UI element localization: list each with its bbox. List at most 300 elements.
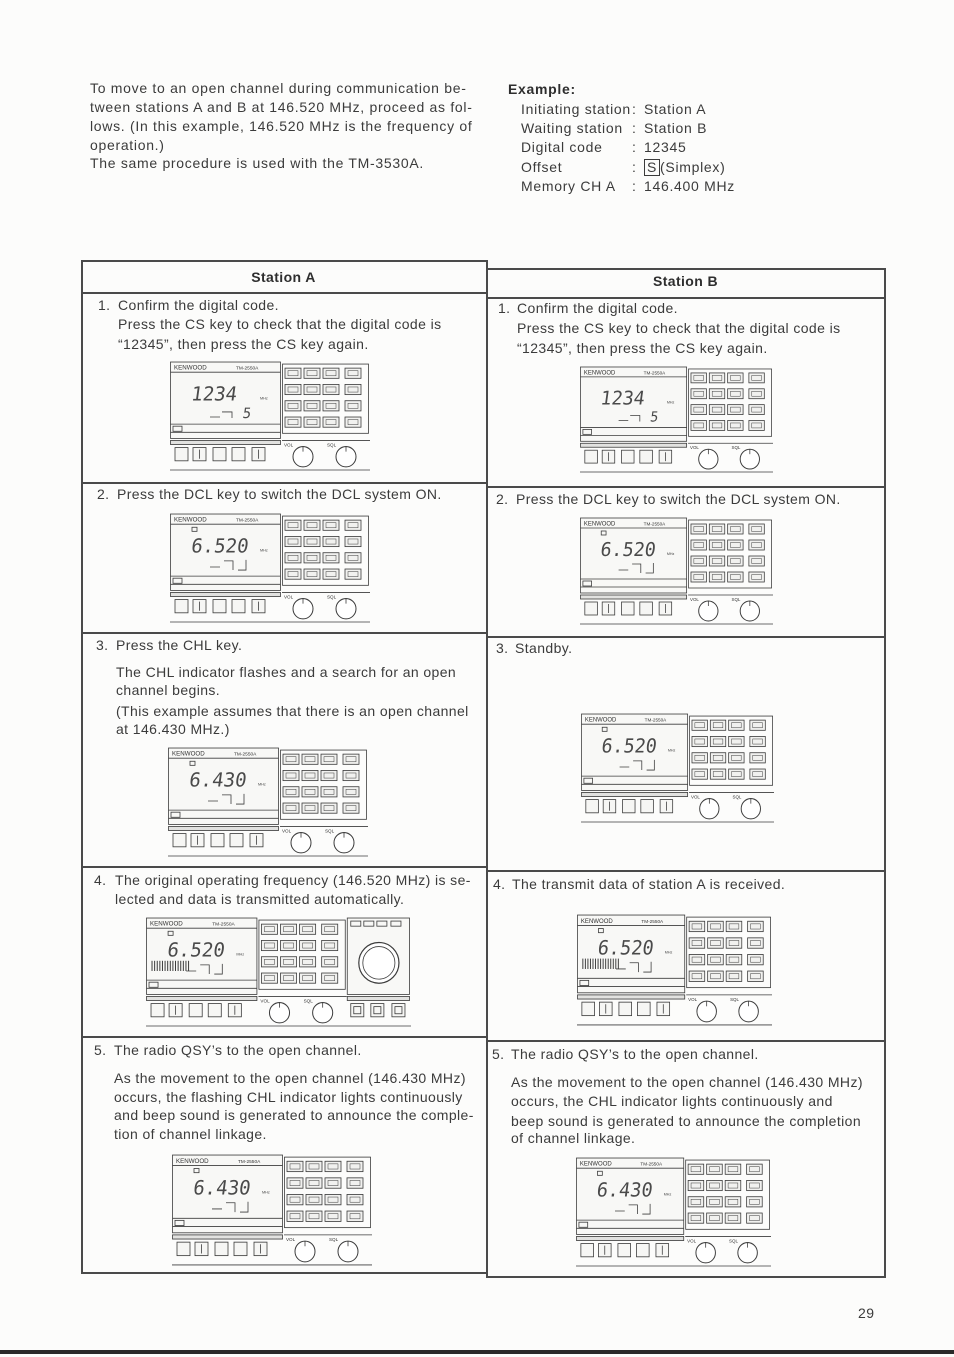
keypad-key[interactable] — [748, 954, 764, 964]
keypad-key[interactable] — [302, 787, 318, 797]
keypad-key[interactable] — [302, 754, 318, 764]
keypad-key[interactable] — [300, 940, 316, 950]
extension-button[interactable] — [392, 1004, 405, 1017]
front-panel-button[interactable] — [213, 448, 226, 461]
keypad-key[interactable] — [749, 556, 764, 566]
front-panel-button[interactable] — [215, 1242, 228, 1255]
keypad-key[interactable] — [343, 770, 359, 780]
step-number: 4. — [493, 876, 506, 892]
radio-model: TM-2550A — [238, 1159, 261, 1165]
front-panel-button[interactable] — [175, 448, 188, 461]
keypad-key[interactable] — [688, 1180, 704, 1190]
front-panel-button[interactable] — [232, 600, 245, 613]
keypad-key[interactable] — [709, 389, 724, 399]
radio-model: TM-2550A — [236, 366, 259, 372]
keypad-key[interactable] — [709, 556, 724, 566]
keypad-key[interactable] — [304, 569, 320, 579]
keypad-key[interactable] — [287, 1211, 303, 1221]
keypad-key[interactable] — [689, 921, 705, 931]
keypad-key[interactable] — [707, 1180, 723, 1190]
keypad-key[interactable] — [345, 417, 361, 427]
keypad-key[interactable] — [729, 720, 744, 730]
keypad-key[interactable] — [261, 940, 277, 950]
sql-label: SQL — [325, 828, 335, 834]
keypad-key[interactable] — [343, 787, 359, 797]
mhz-label: MHz — [663, 1192, 672, 1197]
step-text-line: “12345”, then press the CS key again. — [517, 340, 768, 356]
frequency-display: 6.520 — [599, 539, 658, 562]
keypad-key[interactable] — [323, 569, 339, 579]
table-rule — [81, 632, 487, 634]
radio-model: TM-2550A — [640, 1162, 663, 1168]
keypad-key[interactable] — [285, 536, 301, 546]
example-separator: : — [632, 101, 637, 117]
keypad — [687, 917, 771, 988]
front-panel-button[interactable] — [582, 1002, 595, 1015]
keypad-key[interactable] — [710, 769, 725, 779]
keypad-key[interactable] — [728, 540, 743, 550]
step-text-line: beep sound is generated to announce the completion — [511, 1113, 862, 1129]
front-panel-button[interactable] — [586, 800, 599, 813]
keypad-key[interactable] — [300, 973, 316, 983]
front-panel-button[interactable] — [640, 602, 653, 615]
keypad-key[interactable] — [729, 769, 744, 779]
vol-label: VOL — [691, 794, 700, 800]
keypad-key[interactable] — [325, 1211, 341, 1221]
keypad-key[interactable] — [325, 1194, 341, 1204]
display-sub-digit: 5 — [241, 405, 253, 423]
keypad-key[interactable] — [710, 753, 725, 763]
transceiver-illustration — [581, 713, 774, 823]
keypad-key[interactable] — [709, 572, 724, 582]
sql-label: SQL — [731, 596, 741, 603]
keypad-key[interactable] — [323, 368, 339, 378]
step-text-line: Press the CS key to check that the digital code is — [118, 316, 442, 332]
keypad-key[interactable] — [285, 520, 301, 530]
step-number: 2. — [496, 491, 509, 507]
front-panel-button[interactable] — [585, 602, 598, 615]
keypad-key[interactable] — [345, 384, 361, 394]
mhz-label: MHz — [262, 1189, 270, 1195]
radio-main-unit — [171, 514, 281, 590]
s-meter — [583, 959, 618, 969]
mhz-label: MHz — [258, 782, 266, 787]
tuning-dial[interactable] — [359, 942, 399, 983]
radio-main-unit — [577, 915, 684, 993]
keypad-key[interactable] — [749, 540, 764, 550]
radio-main-unit — [173, 1155, 283, 1233]
front-panel-button[interactable] — [173, 834, 186, 847]
keypad-key[interactable] — [287, 1161, 303, 1171]
keypad-key[interactable] — [323, 384, 339, 394]
keypad-key[interactable] — [747, 1197, 763, 1207]
keypad-key[interactable] — [691, 540, 706, 550]
keypad-key[interactable] — [302, 803, 318, 813]
example-value: Station B — [644, 120, 708, 136]
keypad-key[interactable] — [322, 924, 338, 934]
keypad-key[interactable] — [688, 1213, 704, 1223]
extension-unit — [347, 918, 409, 1017]
keypad-key[interactable] — [306, 1161, 322, 1171]
keypad-key[interactable] — [691, 405, 706, 415]
keypad-key[interactable] — [261, 973, 277, 983]
keypad-key[interactable] — [691, 556, 706, 566]
sql-label: SQL — [329, 1237, 339, 1243]
keypad-key[interactable] — [725, 1164, 741, 1174]
step-text-line: occurs, the flashing CHL indicator lights continuously — [114, 1089, 463, 1105]
table-rule — [81, 1036, 487, 1038]
step-text-line: The transmit data of station A is received. — [512, 876, 786, 892]
step-text-line: tion of channel linkage. — [114, 1126, 267, 1142]
keypad-key[interactable] — [304, 384, 320, 394]
keypad-key[interactable] — [708, 971, 724, 981]
radio-illustration-step4-a — [146, 917, 411, 1027]
keypad-key[interactable] — [345, 536, 361, 546]
sql-label: SQL — [303, 998, 313, 1004]
keypad-key[interactable] — [692, 769, 707, 779]
keypad-key[interactable] — [708, 938, 724, 948]
extension-label-strip — [347, 996, 409, 1000]
keypad-key[interactable] — [283, 754, 299, 764]
keypad-key[interactable] — [749, 420, 764, 430]
table-rule — [486, 486, 885, 488]
keypad-key[interactable] — [285, 569, 301, 579]
keypad-key[interactable] — [726, 921, 742, 931]
front-panel-button[interactable] — [621, 450, 634, 463]
front-panel-button[interactable] — [585, 450, 598, 463]
keypad-key[interactable] — [323, 401, 339, 411]
keypad-key[interactable] — [304, 417, 320, 427]
radio-brand: KENWOOD — [583, 520, 616, 528]
keypad-key[interactable] — [321, 770, 337, 780]
keypad-key[interactable] — [283, 803, 299, 813]
step-number: 5. — [94, 1042, 107, 1058]
keypad-key[interactable] — [304, 536, 320, 546]
front-panel-button[interactable] — [621, 602, 634, 615]
keypad-key[interactable] — [692, 736, 707, 746]
front-panel-button[interactable] — [641, 800, 654, 813]
front-panel-button[interactable] — [151, 1004, 164, 1017]
front-panel-button[interactable] — [640, 450, 653, 463]
keypad-key[interactable] — [285, 553, 301, 563]
keypad-key[interactable] — [321, 787, 337, 797]
keypad-key[interactable] — [261, 924, 277, 934]
step-text-line: The radio QSY’s to the open channel. — [511, 1046, 759, 1062]
keypad-key[interactable] — [750, 753, 765, 763]
radio-illustration-step3-b — [581, 713, 774, 823]
front-panel-button[interactable] — [618, 1244, 631, 1257]
keypad-key[interactable] — [728, 420, 743, 430]
keypad-key[interactable] — [728, 572, 743, 582]
column-header-station-b: Station B — [652, 273, 719, 289]
keypad-key[interactable] — [306, 1194, 322, 1204]
keypad-key[interactable] — [345, 569, 361, 579]
extension-button[interactable] — [351, 1004, 364, 1017]
keypad-key[interactable] — [709, 420, 724, 430]
keypad-key[interactable] — [726, 971, 742, 981]
keypad-key[interactable] — [728, 556, 743, 566]
keypad-key[interactable] — [750, 769, 765, 779]
keypad-key[interactable] — [691, 420, 706, 430]
table-rule — [81, 1272, 487, 1274]
keypad-key[interactable] — [322, 973, 338, 983]
keypad-key[interactable] — [285, 417, 301, 427]
keypad-key[interactable] — [750, 720, 765, 730]
keypad — [686, 1160, 770, 1229]
keypad — [285, 1157, 371, 1228]
keypad-key[interactable] — [304, 401, 320, 411]
keypad-key[interactable] — [709, 373, 724, 383]
keypad-key[interactable] — [347, 1211, 363, 1221]
front-panel-button[interactable] — [232, 448, 245, 461]
front-panel-button[interactable] — [637, 1002, 650, 1015]
keypad-key[interactable] — [325, 1178, 341, 1188]
step-number: 2. — [97, 486, 110, 502]
extension-button[interactable] — [371, 1004, 384, 1017]
keypad-key[interactable] — [708, 921, 724, 931]
keypad — [283, 364, 369, 433]
frequency-display: 1234 — [599, 388, 647, 410]
keypad-key[interactable] — [322, 940, 338, 950]
keypad-key[interactable] — [749, 572, 764, 582]
keypad-key[interactable] — [689, 938, 705, 948]
transceiver-illustration — [146, 917, 411, 1027]
keypad-key[interactable] — [283, 770, 299, 780]
vol-label: VOL — [690, 445, 699, 451]
column-header-station-a: Station A — [251, 269, 316, 285]
keypad-key[interactable] — [306, 1211, 322, 1221]
keypad-key[interactable] — [281, 973, 297, 983]
example-separator: : — [632, 178, 637, 194]
keypad-key[interactable] — [725, 1180, 741, 1190]
keypad-key[interactable] — [748, 921, 764, 931]
front-panel-button[interactable] — [175, 600, 188, 613]
keypad-key[interactable] — [750, 736, 765, 746]
frequency-display: 6.520 — [600, 735, 659, 758]
table-rule — [486, 268, 885, 270]
keypad-key[interactable] — [726, 938, 742, 948]
keypad-key[interactable] — [691, 373, 706, 383]
function-label-strip — [581, 792, 687, 796]
front-panel-button[interactable] — [234, 1242, 247, 1255]
keypad-key[interactable] — [748, 971, 764, 981]
keypad-key[interactable] — [321, 754, 337, 764]
keypad-key[interactable] — [285, 368, 301, 378]
transceiver-illustration — [168, 747, 368, 857]
front-controls — [580, 595, 773, 621]
frequency-display: 6.520 — [165, 938, 227, 962]
front-panel-button[interactable] — [619, 1002, 632, 1015]
keypad-key[interactable] — [689, 971, 705, 981]
keypad-key[interactable] — [747, 1180, 763, 1190]
keypad-key[interactable] — [285, 384, 301, 394]
keypad-key[interactable] — [281, 940, 297, 950]
keypad-key[interactable] — [707, 1197, 723, 1207]
keypad-key[interactable] — [688, 1164, 704, 1174]
keypad-key[interactable] — [285, 401, 301, 411]
keypad-key[interactable] — [725, 1213, 741, 1223]
keypad-key[interactable] — [692, 753, 707, 763]
sql-label: SQL — [327, 442, 337, 448]
keypad-key[interactable] — [321, 803, 337, 813]
keypad-key[interactable] — [747, 1213, 763, 1223]
keypad-key[interactable] — [748, 938, 764, 948]
radio-illustration-step4-b — [577, 914, 772, 1026]
keypad-key[interactable] — [709, 405, 724, 415]
sql-label: SQL — [730, 996, 740, 1003]
radio-model: TM-2550A — [212, 922, 235, 928]
keypad-key[interactable] — [692, 720, 707, 730]
step-number: 1. — [98, 297, 111, 313]
front-panel-button[interactable] — [208, 1004, 221, 1017]
keypad-key[interactable] — [281, 957, 297, 967]
keypad-key[interactable] — [689, 954, 705, 964]
example-label: Waiting station — [521, 120, 623, 136]
keypad-key[interactable] — [688, 1197, 704, 1207]
front-panel-button[interactable] — [622, 800, 635, 813]
keypad-key[interactable] — [728, 405, 743, 415]
step-text-line: The CHL indicator flashes and a search for an open — [116, 664, 457, 680]
keypad-key[interactable] — [729, 753, 744, 763]
radio-main-unit — [580, 367, 686, 441]
keypad-key[interactable] — [304, 368, 320, 378]
offset-value — [644, 158, 725, 176]
keypad-key[interactable] — [691, 572, 706, 582]
keypad — [689, 520, 772, 588]
keypad-key[interactable] — [345, 553, 361, 563]
keypad-key[interactable] — [729, 736, 744, 746]
step-text-line: Confirm the digital code. — [517, 300, 678, 316]
table-rule — [884, 268, 886, 1278]
table-rule — [486, 1276, 885, 1278]
vol-label: VOL — [284, 594, 294, 600]
function-label-strip — [576, 1236, 683, 1240]
keypad-key[interactable] — [347, 1161, 363, 1171]
keypad-key[interactable] — [343, 803, 359, 813]
keypad-key[interactable] — [725, 1197, 741, 1207]
mhz-label: MHz — [666, 551, 675, 557]
keypad-key[interactable] — [345, 368, 361, 378]
keypad-key[interactable] — [304, 553, 320, 563]
radio-main-unit — [169, 748, 279, 824]
keypad-key[interactable] — [343, 754, 359, 764]
example-value: (Simplex) — [660, 159, 726, 175]
keypad — [281, 750, 367, 819]
keypad-key[interactable] — [749, 373, 764, 383]
transceiver-illustration — [170, 361, 370, 471]
keypad-key[interactable] — [707, 1164, 723, 1174]
keypad-key[interactable] — [726, 954, 742, 964]
function-label-strip — [171, 592, 281, 596]
keypad-key[interactable] — [300, 957, 316, 967]
step-number: 3. — [96, 637, 109, 653]
mhz-label: MHz — [667, 748, 676, 753]
radio-brand: KENWOOD — [580, 917, 613, 925]
step-number: 4. — [94, 872, 107, 888]
keypad-key[interactable] — [710, 720, 725, 730]
front-controls — [580, 443, 773, 469]
keypad-key[interactable] — [345, 520, 361, 530]
radio-model: TM-2550A — [643, 370, 666, 376]
front-panel-button[interactable] — [189, 1004, 202, 1017]
keypad-key[interactable] — [261, 957, 277, 967]
keypad-key[interactable] — [322, 957, 338, 967]
keypad-key[interactable] — [691, 389, 706, 399]
radio-illustration-step3-a — [168, 747, 368, 857]
display-sub-digit: 5 — [649, 409, 660, 426]
keypad-key[interactable] — [323, 536, 339, 546]
function-label-strip — [171, 440, 281, 444]
front-panel-button[interactable] — [211, 834, 224, 847]
frequency-display: 6.520 — [189, 534, 251, 558]
keypad-key[interactable] — [302, 770, 318, 780]
step-number: 3. — [496, 640, 509, 656]
keypad-key[interactable] — [323, 417, 339, 427]
keypad-key[interactable] — [287, 1178, 303, 1188]
front-panel-button[interactable] — [177, 1242, 190, 1255]
keypad-key[interactable] — [304, 520, 320, 530]
keypad-key[interactable] — [300, 924, 316, 934]
keypad-key[interactable] — [347, 1194, 363, 1204]
keypad-key[interactable] — [710, 736, 725, 746]
keypad-key[interactable] — [691, 524, 706, 534]
keypad-key[interactable] — [345, 401, 361, 411]
radio-brand: KENWOOD — [579, 1160, 612, 1168]
frequency-display: 6.430 — [187, 768, 249, 792]
keypad-key[interactable] — [323, 520, 339, 530]
intro-line: tween stations A and B at 146.520 MHz, proceed as fol- — [90, 99, 473, 115]
radio-illustration-step1-a — [170, 361, 370, 471]
keypad-key[interactable] — [709, 524, 724, 534]
keypad-key[interactable] — [323, 553, 339, 563]
keypad-key[interactable] — [749, 405, 764, 415]
radio-model: TM-2550A — [643, 521, 666, 527]
front-panel-button[interactable] — [636, 1244, 649, 1257]
radio-model: TM-2550A — [236, 518, 259, 524]
example-value: 146.400 MHz — [644, 178, 735, 194]
step-text-line: channel begins. — [116, 682, 221, 698]
front-panel-button[interactable] — [213, 600, 226, 613]
front-panel-button[interactable] — [581, 1244, 594, 1257]
keypad-key[interactable] — [283, 787, 299, 797]
sql-label: SQL — [731, 445, 741, 451]
function-label-strip — [580, 443, 686, 447]
keypad-key[interactable] — [287, 1194, 303, 1204]
keypad-key[interactable] — [707, 1213, 723, 1223]
radio-brand: KENWOOD — [172, 750, 205, 758]
vol-label: VOL — [284, 442, 294, 448]
keypad-key[interactable] — [306, 1178, 322, 1188]
step-number: 1. — [498, 300, 511, 316]
example-label: Offset — [521, 159, 563, 175]
keypad-key[interactable] — [325, 1161, 341, 1171]
front-panel-button[interactable] — [230, 834, 243, 847]
keypad-key[interactable] — [728, 389, 743, 399]
keypad-key[interactable] — [709, 540, 724, 550]
keypad-key[interactable] — [347, 1178, 363, 1188]
keypad-key[interactable] — [747, 1164, 763, 1174]
step-text-line: The radio QSY’s to the open channel. — [114, 1042, 362, 1058]
keypad-key[interactable] — [749, 524, 764, 534]
keypad-key[interactable] — [749, 389, 764, 399]
keypad-key[interactable] — [708, 954, 724, 964]
keypad-key[interactable] — [728, 524, 743, 534]
keypad-key[interactable] — [728, 373, 743, 383]
frequency-display: 6.520 — [596, 935, 656, 960]
keypad — [690, 716, 773, 785]
keypad-key[interactable] — [281, 924, 297, 934]
radio-illustration-step5-b — [576, 1157, 771, 1267]
